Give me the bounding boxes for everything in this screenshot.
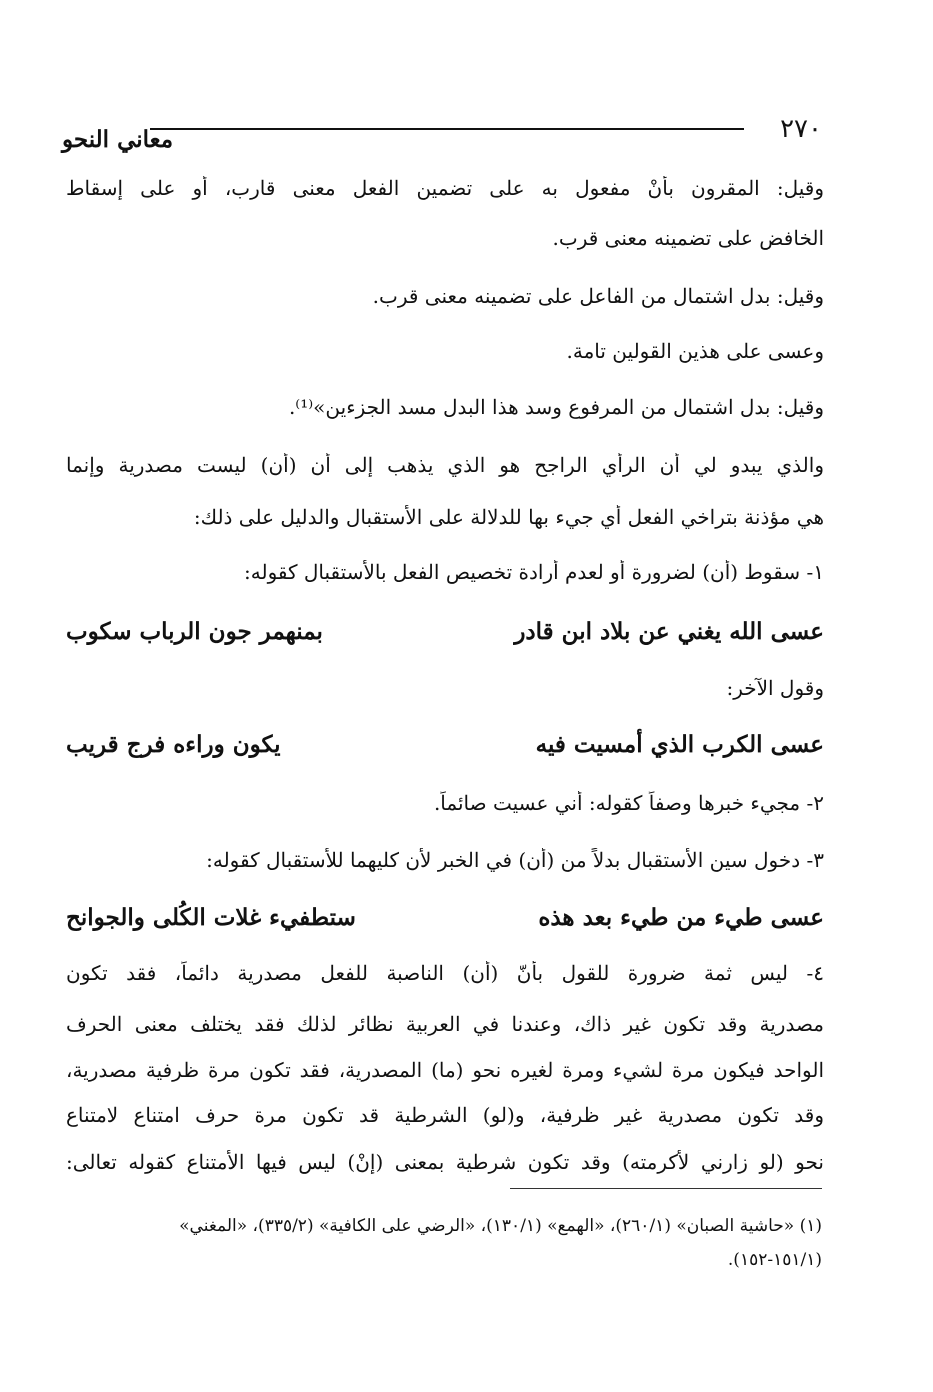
body-line: هي مؤذنة بتراخي الفعل أي جيء بها للدلالة على الأستقبال والدليل على ذلك: (193, 505, 824, 529)
body-line: وعسى على هذين القولين تامة. (566, 339, 824, 363)
body-line: وقيل: بدل اشتمال من المرفوع وسد هذا البدل مسد الجزءين»⁽¹⁾. (288, 395, 824, 419)
verse-hemistich-first: عسى الله يغني عن بلاد ابن قادر (514, 618, 824, 645)
footnote-line: (١٥١/١-١٥٢). (727, 1250, 822, 1270)
header-rule (150, 128, 744, 130)
body-line: ٢- مجيء خبرها وصفاً كقوله: أني عسيت صائماً. (433, 791, 824, 815)
body-line: والذي يبدو لي أن الرأي الراجح هو الذي يذهب إلى أن (أن) ليست مصدرية وإنما (66, 453, 824, 477)
verse-hemistich-first: عسى طيء من طيء بعد هذه (538, 904, 824, 931)
body-line: وقيل: بدل اشتمال من الفاعل على تضمينه معنى قرب. (372, 284, 824, 308)
page-header (62, 110, 822, 160)
verse-hemistich-first: عسى الكرب الذي أمسيت فيه (535, 731, 824, 758)
body-line: نحو (لو زارني لأكرمته) وقد تكون شرطية بمعنى (إنْ) ليس فيها الأمتناع كقوله تعالى: (66, 1150, 824, 1174)
body-line: الواحد فيكون مرة لشيء ومرة لغيره نحو (ما) المصدرية، فقد تكون مرة ظرفية مصدرية، (66, 1058, 824, 1082)
body-line: وقد تكون مصدرية غير ظرفية، و(لو) الشرطية قد تكون مرة حرف امتناع لامتناع (66, 1103, 824, 1127)
body-line: ٣- دخول سين الأستقبال بدلاً من (أن) في الخبر لأن كليهما للأستقبال كقوله: (206, 848, 824, 872)
body-line: ١- سقوط (أن) لضرورة أو لعدم أرادة تخصيص الفعل بالأستقبال كقوله: (244, 560, 824, 584)
body-line: الخافض على تضمينه معنى قرب. (552, 226, 824, 250)
footnote-line: (١) «حاشية الصبان» (٢٦٠/١)، «الهمع» (١٣٠/١)، «الرضي على الكافية» (٣٣٥/٢)، «المغني» (179, 1216, 822, 1236)
body-line: ٤- ليس ثمة ضرورة للقول بأنّ (أن) الناصبة للفعل مصدرية دائماً، فقد تكون (66, 961, 824, 985)
verse-hemistich-second: بمنهمر جون الرباب سكوب (66, 618, 323, 645)
running-title: معاني النحو (62, 126, 174, 153)
page-number: ٢٧٠ (780, 114, 822, 144)
body-line: وقول الآخر: (726, 676, 824, 700)
verse-hemistich-second: يكون وراءه فرج قريب (66, 731, 281, 758)
body-line: مصدرية وقد تكون غير ذاك، وعندنا في العربية نظائر لذلك فقد يختلف معنى الحرف (66, 1012, 824, 1036)
verse-hemistich-second: ستطفيء غلات الكُلى والجوانح (66, 904, 356, 931)
body-line: وقيل: المقرون بأنْ مفعول به على تضمين الفعل معنى قارب، أو على إسقاط (66, 176, 824, 200)
footnote-rule (510, 1188, 822, 1189)
